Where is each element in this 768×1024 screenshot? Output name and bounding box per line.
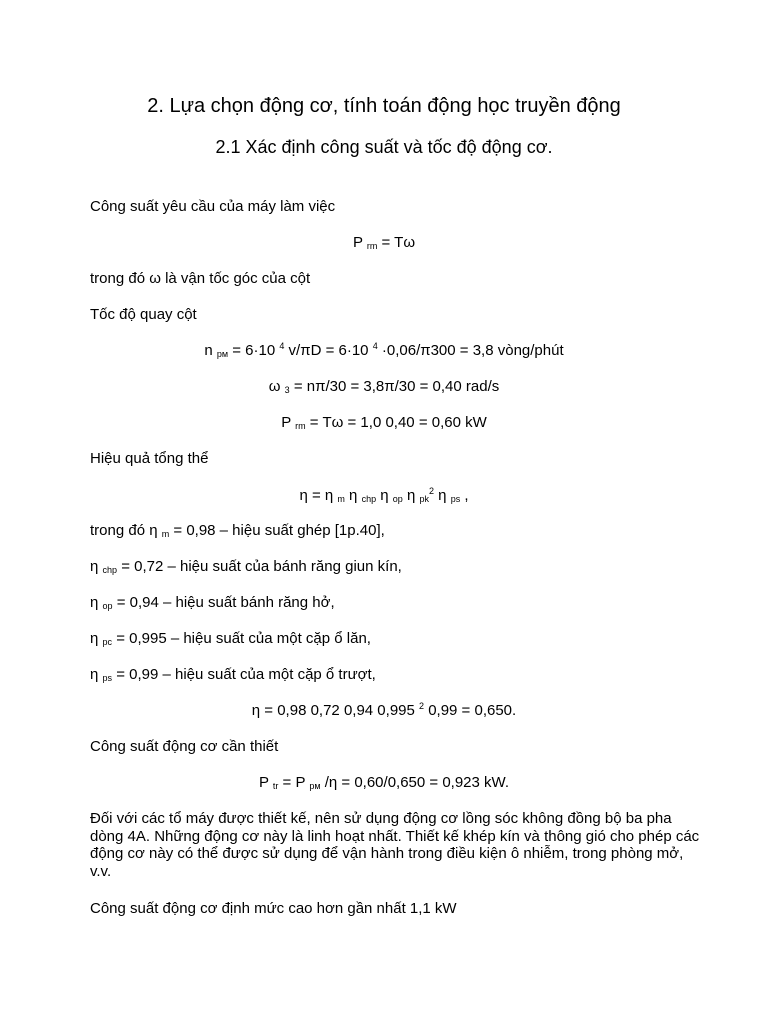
text-overall-efficiency: Hiệu quả tổng thể xyxy=(90,450,209,467)
text-eta-ps: η $_{ps}$ = 0,99 – hiệu suất của một cặp ổ trượt, xyxy=(90,666,376,683)
formula-p-rm-value: P $_{rm}$ = Tω = 1,0 0,40 = 0,60 kW xyxy=(281,414,487,431)
formula-p-rm: P $_{rm}$ = Tω xyxy=(352,234,416,251)
text-omega-definition: trong đó ω là vận tốc góc của cột xyxy=(90,270,311,287)
paragraph-motor-selection: Đối với các tổ máy được thiết kế, nên sử dụng động cơ lồng sóc không đồng bộ ba pha dòng 4A. Những động cơ này là linh hoạt nhất. Thiết kế khép kín và thông gió cho phép các động cơ này có thể được sử dụng để vận hành trong điều kiện ô nhiễm, trong phòng mở, v.v. xyxy=(90,810,700,880)
formula-p-tr: P $_{tr}$ = P $_{рм}$ /η = 0,60/0,650 = 0,923 kW. xyxy=(258,774,510,791)
text-eta-pc: η $_{pc}$ = 0,995 – hiệu suất của một cặp ổ lăn, xyxy=(90,630,371,647)
section-title: 2. Lựa chọn động cơ, tính toán động học truyền động xyxy=(147,95,621,117)
formula-n-rm: n $_{рм}$ = 6·10 $^4$ v/πD = 6·10 $^4$ ·0,06/π300 = 3,8 vòng/phút xyxy=(204,341,564,359)
text-eta-op: η $_{op}$ = 0,94 – hiệu suất bánh răng hở, xyxy=(90,594,335,611)
formula-eta-value: η = 0,98 0,72 0,94 0,995 $^2$ 0,99 = 0,650. xyxy=(251,701,517,719)
text-eta-chp: η $_{chp}$ = 0,72 – hiệu suất của bánh răng giun kín, xyxy=(90,558,402,575)
text-required-motor-power: Công suất động cơ cần thiết xyxy=(90,738,279,755)
subsection-title: 2.1 Xác định công suất và tốc độ động cơ. xyxy=(215,137,553,157)
formula-eta: η = η $_m$ η $_{chp}$ η $_{op}$ η $_{pk}^2$ η $_{ps}$ , xyxy=(299,486,469,504)
text-eta-m: trong đó η $_m$ = 0,98 – hiệu suất ghép [1p.40], xyxy=(90,522,385,539)
formula-omega-3: ω $_3$ = nπ/30 = 3,8π/30 = 0,40 rad/s xyxy=(268,378,500,395)
text-column-speed: Tốc độ quay cột xyxy=(90,306,197,323)
text-required-power: Công suất yêu cầu của máy làm việc xyxy=(90,198,336,215)
text-rated-motor-power: Công suất động cơ định mức cao hơn gần nhất 1,1 kW xyxy=(90,900,457,917)
